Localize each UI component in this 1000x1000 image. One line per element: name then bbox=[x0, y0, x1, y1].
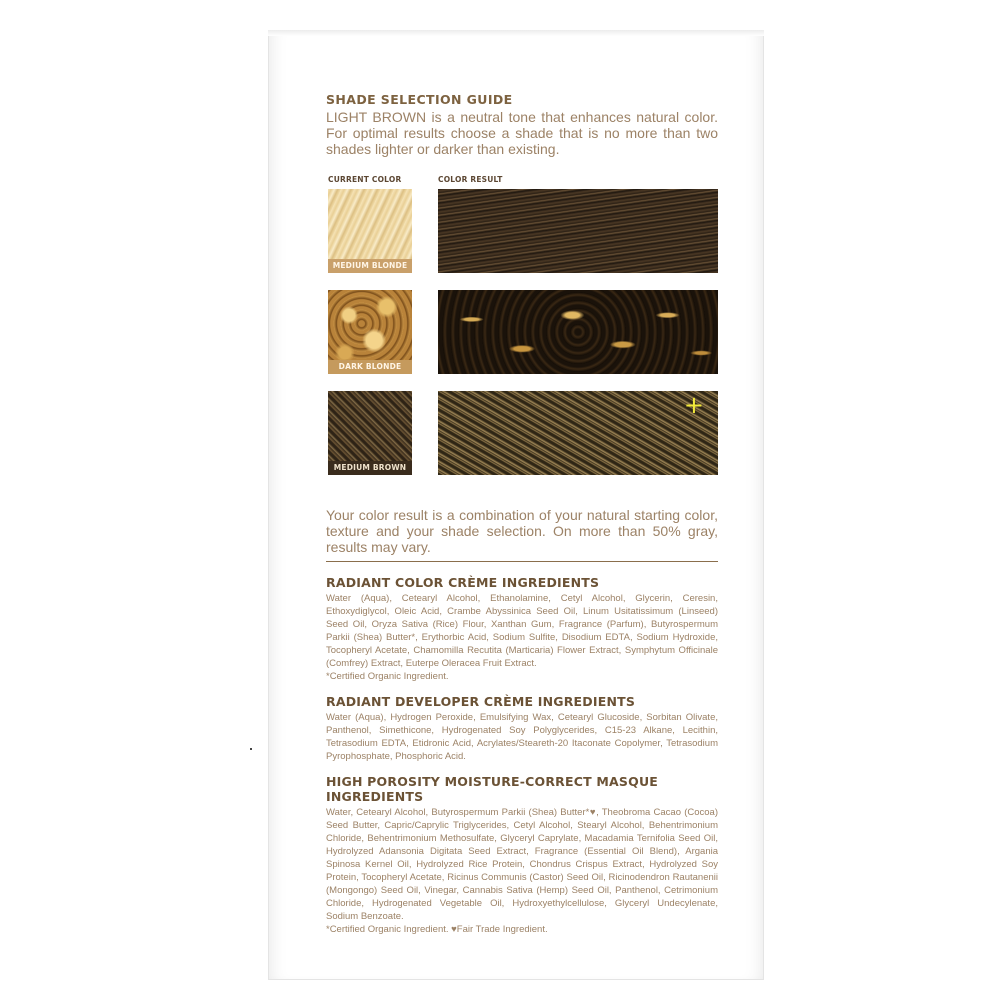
current-color-swatch-medium-brown bbox=[328, 391, 412, 475]
color-creme-ingredients-title: RADIANT COLOR CRÈME INGREDIENTS bbox=[326, 575, 600, 590]
current-color-swatch-medium-blonde bbox=[328, 189, 412, 273]
shade-guide-title: SHADE SELECTION GUIDE bbox=[326, 92, 513, 107]
swatch-label: MEDIUM BROWN bbox=[328, 461, 412, 475]
developer-creme-ingredients-title: RADIANT DEVELOPER CRÈME INGREDIENTS bbox=[326, 694, 636, 709]
swatch-label: DARK BLONDE bbox=[328, 360, 412, 374]
masque-ingredients-title: HIGH POROSITY MOISTURE-CORRECT MASQUE INGREDIENTS bbox=[326, 774, 659, 804]
product-box-panel bbox=[268, 30, 764, 980]
divider bbox=[326, 561, 718, 562]
stray-dot bbox=[250, 748, 252, 750]
shade-swatch-grid bbox=[326, 189, 718, 479]
plus-icon: + bbox=[683, 391, 704, 419]
color-result-image-3 bbox=[438, 391, 718, 475]
color-creme-ingredients-text: Water (Aqua), Cetearyl Alcohol, Ethanolamine, Cetyl Alcohol, Glycerin, Ceresin, Ethoxydiglycol, Oleic Acid, Crambe Abyssinica Seed Oil, Linum Usitatissimum (Linseed) Seed Oil, Oryza Sativa (Rice) Flour, Xanthan Gum, Fragrance (Parfum), Butyrospermum Parkii (Shea) Butter*, Erythorbic Acid, Sodium Sulfite, Disodium EDTA, Sodium Hydroxide, Tocopheryl Acetate, Chamomilla Recutita (Marticaria) Flower Extract, Symphytum Officinale (Comfrey) Extract, Euterpe Oleracea Fruit Extract. bbox=[326, 593, 718, 669]
color-result-image-1 bbox=[438, 189, 718, 273]
color-creme-footnote: *Certified Organic Ingredient. bbox=[326, 671, 449, 682]
color-result-image-2 bbox=[438, 290, 718, 374]
swatch-headers bbox=[326, 175, 718, 189]
swatch-label: MEDIUM BLONDE bbox=[328, 259, 412, 273]
color-result-header: COLOR RESULT bbox=[438, 175, 503, 184]
masque-footnote: *Certified Organic Ingredient. ♥Fair Trade Ingredient. bbox=[326, 924, 548, 935]
color-result-note: Your color result is a combination of your natural starting color, texture and your shade selection. On more than 50% gray, results may vary. bbox=[326, 507, 718, 555]
panel-content bbox=[326, 92, 718, 936]
shade-guide-intro: LIGHT BROWN is a neutral tone that enhances natural color. For optimal results choose a shade that is no more than two shades lighter or darker than existing. bbox=[326, 109, 718, 157]
developer-creme-ingredients-text: Water (Aqua), Hydrogen Peroxide, Emulsifying Wax, Cetearyl Glucoside, Sorbitan Olivate, Panthenol, Simethicone, Hydrogenated Soy Polyglycerides, C15-23 Alkane, Lecithin, Tetrasodium EDTA, Etidronic Acid, Acrylates/Steareth-20 Itaconate Copolymer, Tetrasodium Pyrophosphate, Phosphoric Acid. bbox=[326, 712, 718, 762]
current-color-swatch-dark-blonde bbox=[328, 290, 412, 374]
current-color-header: CURRENT COLOR bbox=[328, 175, 402, 184]
masque-ingredients-text: Water, Cetearyl Alcohol, Butyrospermum Parkii (Shea) Butter*♥, Theobroma Cacao (Cocoa) Seed Butter, Capric/Caprylic Triglycerides, Cetyl Alcohol, Stearyl Alcohol, Behentrimonium Chloride, Behentrimonium Methosulfate, Glyceryl Caprylate, Macadamia Ternifolia Seed Oil, Hydrolyzed Adansonia Digitata Seed Extract, Fragrance (Essential Oil Blend), Argania Spinosa Kernel Oil, Hydrolyzed Rice Protein, Chondrus Crispus Extract, Hydrolyzed Soy Protein, Tocopheryl Acetate, Ricinus Communis (Castor) Seed Oil, Ricinodendron Rautanenii (Mongongo) Seed Oil, Vinegar, Cannabis Sativa (Hemp) Seed Oil, Panthenol, Cetrimonium Chloride, Hydrogenated Vegetable Oil, Hydroxyethylcellulose, Glyceryl Undecylenate, Sodium Benzoate. bbox=[326, 807, 718, 922]
